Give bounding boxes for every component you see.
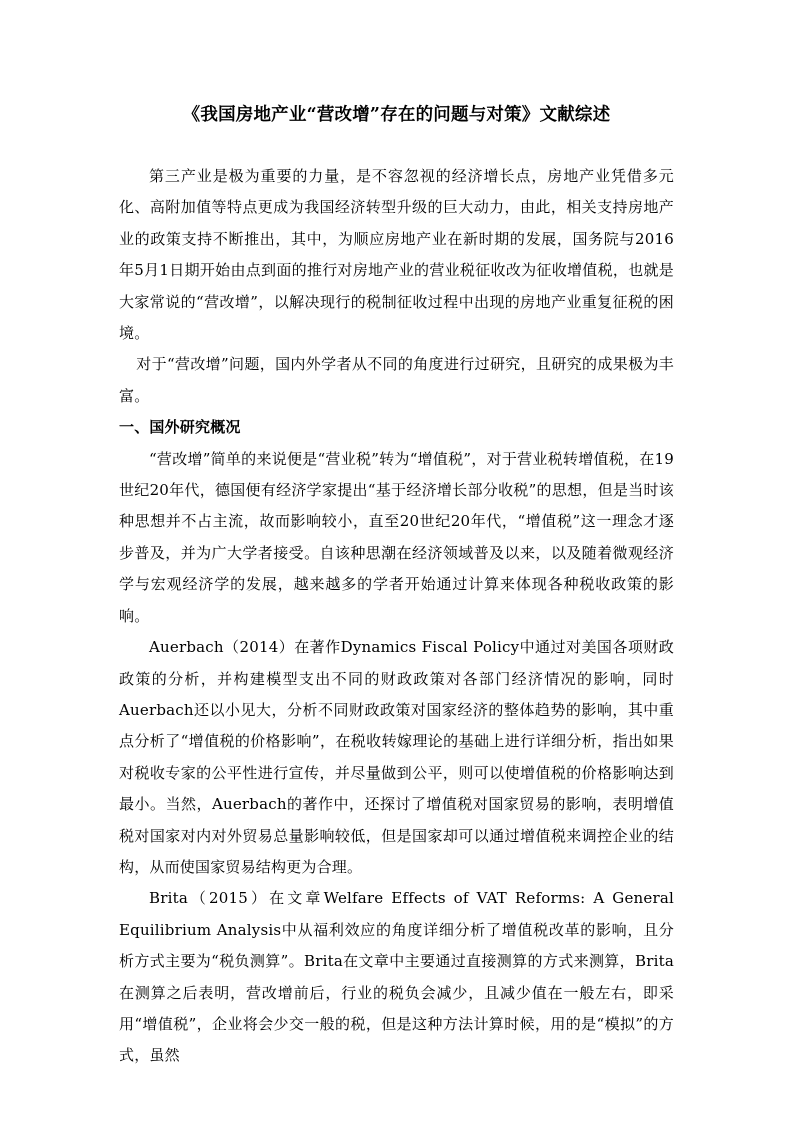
section-paragraph-vat-history: “营改增”简单的来说便是“营业税”转为“增值税”，对于营业税转增值税，在19世纪20年代，德国便有经济学家提出“基于经济增长部分收税”的思想，但是当时该种思想并不占主流，故而影响较小，直至20世纪20年代，“增值税”这一理念才逐步普及，并为广大学者接受。自该种思潮在经济领域普及以来，以及随着微观经济学与宏观经济学的发展，越来越多的学者开始通过计算来体现各种税收政策的影响。 — [119, 449, 674, 625]
document-title: 《我国房地产业“营改增”存在的问题与对策》文献综述 — [182, 105, 611, 125]
document-body — [119, 161, 674, 1072]
section-paragraph-auerbach: Auerbach（2014）在著作Dynamics Fiscal Policy中通过对美国各项财政政策的分析，并构建模型支出不同的财政政策对各部门经济情况的影响，同时Auerbach还以小见大，分析不同财政政策对国家经济的整体趋势的影响，其中重点分析了“增值税的价格影响”，在税收转嫁理论的基础上进行详细分析，指出如果对税收专家的公平性进行宣传，并尽量做到公平，则可以使增值税的价格影响达到最小。当然，Auerbach的著作中，还探讨了增值税对国家贸易的影响，表明增值税对国家对内对外贸易总量影响较低，但是国家却可以通过增值税来调控企业的结构，从而使国家贸易结构更为合理。 — [119, 638, 674, 876]
section-heading-foreign-research: 一、国外研究概况 — [119, 418, 241, 437]
intro-paragraph-1: 第三产业是极为重要的力量，是不容忽视的经济增长点，房地产业凭借多元化、高附加值等特点更成为我国经济转型升级的巨大动力，由此，相关支持房地产业的政策支持不断推出，其中，为顺应房地产业在新时期的发展，国务院与2016年5月1日期开始由点到面的推行对房地产业的营业税征收改为征收增值税，也就是大家常说的“营改增”，以解决现行的税制征收过程中出现的房地产业重复征税的困境。 — [119, 167, 674, 343]
intro-paragraph-2: 对于“营改增”问题，国内外学者从不同的角度进行过研究，且研究的成果极为丰富。 — [119, 355, 674, 405]
section-paragraph-brita: Brita（2015）在文章Welfare Effects of VAT Reforms: A General Equilibrium Analysis中从福利效应的角度详细分析了增值税改革的影响，且分析方式主要为“税负测算”。Brita在文章中主要通过直接测算的方式来测算，Brita在测算之后表明，营改增前后，行业的税负会减少，且减少值在一般左右，即采用“增值税”，企业将会少交一般的税，但是这种方法计算时候，用的是“模拟”的方式，虽然 — [119, 889, 674, 1065]
